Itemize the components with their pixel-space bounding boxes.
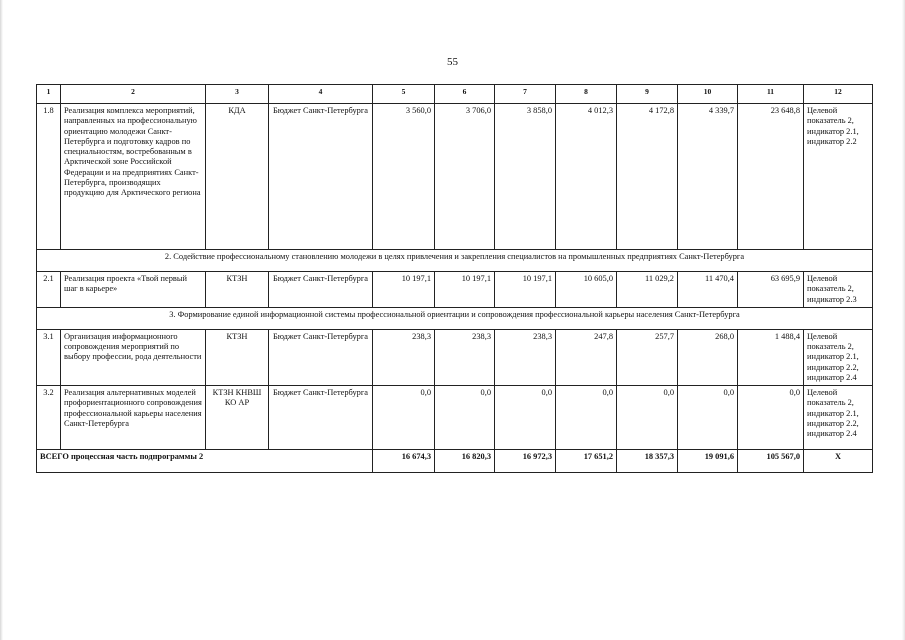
header-cell: 10 bbox=[678, 85, 738, 104]
row-value: 4 012,3 bbox=[556, 104, 617, 250]
row-value: 3 706,0 bbox=[435, 104, 495, 250]
row-source: Бюджет Санкт-Петербурга bbox=[269, 329, 373, 385]
section-heading-row bbox=[37, 250, 873, 272]
row-value: 11 029,2 bbox=[617, 272, 678, 308]
scan-edge-left bbox=[0, 0, 3, 640]
row-value: 0,0 bbox=[495, 386, 556, 450]
row-total: 63 695,9 bbox=[738, 272, 804, 308]
table-row bbox=[37, 104, 873, 250]
total-value: 16 674,3 bbox=[373, 450, 435, 473]
table-row bbox=[37, 329, 873, 385]
row-value: 4 172,8 bbox=[617, 104, 678, 250]
row-indicator: Целевой показатель 2, индикатор 2.3 bbox=[804, 272, 873, 308]
total-indicator: Х bbox=[804, 450, 873, 473]
row-name: Реализация альтернативных моделей профориентационного сопровождения профессиональной карьеры населения Санкт-Петербурга bbox=[61, 386, 206, 450]
header-cell: 9 bbox=[617, 85, 678, 104]
table-row bbox=[37, 386, 873, 450]
page-number: 55 bbox=[447, 56, 458, 68]
row-number: 3.1 bbox=[37, 329, 61, 385]
total-row bbox=[37, 450, 873, 473]
row-number: 2.1 bbox=[37, 272, 61, 308]
row-value: 247,8 bbox=[556, 329, 617, 385]
row-value: 238,3 bbox=[435, 329, 495, 385]
row-value: 10 605,0 bbox=[556, 272, 617, 308]
total-value: 16 972,3 bbox=[495, 450, 556, 473]
row-value: 0,0 bbox=[435, 386, 495, 450]
row-value: 0,0 bbox=[617, 386, 678, 450]
row-value: 3 858,0 bbox=[495, 104, 556, 250]
header-cell: 7 bbox=[495, 85, 556, 104]
header-row bbox=[37, 85, 873, 104]
row-value: 0,0 bbox=[373, 386, 435, 450]
header-cell: 11 bbox=[738, 85, 804, 104]
row-value: 10 197,1 bbox=[435, 272, 495, 308]
row-value: 10 197,1 bbox=[495, 272, 556, 308]
row-source: Бюджет Санкт-Петербурга bbox=[269, 386, 373, 450]
row-executor: КДА bbox=[206, 104, 269, 250]
row-value: 0,0 bbox=[678, 386, 738, 450]
row-total: 23 648,8 bbox=[738, 104, 804, 250]
header-cell: 5 bbox=[373, 85, 435, 104]
row-name: Реализация проекта «Твой первый шаг в карьере» bbox=[61, 272, 206, 308]
row-value: 268,0 bbox=[678, 329, 738, 385]
row-value: 0,0 bbox=[556, 386, 617, 450]
row-name: Реализация комплекса мероприятий, направленных на профессиональную ориентацию молодежи Санкт-Петербурга и подготовку кадров по специальностям, востребованным в Арктической зоне Российской Федерации и на предприятиях Санкт-Петербурга, производящих продукцию для Арктического региона bbox=[61, 104, 206, 250]
row-name: Организация информационного сопровождения мероприятий по выбору профессии, рода деятельности bbox=[61, 329, 206, 385]
section-title: 3. Формирование единой информационной системы профессиональной ориентации и сопровождения профессиональной карьеры населения Санкт-Петербурга bbox=[37, 307, 873, 329]
row-number: 3.2 bbox=[37, 386, 61, 450]
section-title: 2. Содействие профессиональному становлению молодежи в целях привлечения и закрепления специалистов на промышленных предприятиях Санкт-Петербурга bbox=[37, 250, 873, 272]
total-label: ВСЕГО процессная часть подпрограммы 2 bbox=[37, 450, 373, 473]
table-row bbox=[37, 272, 873, 308]
header-cell: 4 bbox=[269, 85, 373, 104]
section-heading-row bbox=[37, 307, 873, 329]
row-number: 1.8 bbox=[37, 104, 61, 250]
header-cell: 1 bbox=[37, 85, 61, 104]
program-table bbox=[36, 84, 873, 473]
row-value: 238,3 bbox=[495, 329, 556, 385]
row-value: 10 197,1 bbox=[373, 272, 435, 308]
row-executor: КТЗН bbox=[206, 272, 269, 308]
row-indicator: Целевой показатель 2, индикатор 2.1, индикатор 2.2 bbox=[804, 104, 873, 250]
total-value: 16 820,3 bbox=[435, 450, 495, 473]
row-value: 238,3 bbox=[373, 329, 435, 385]
header-cell: 2 bbox=[61, 85, 206, 104]
row-value: 4 339,7 bbox=[678, 104, 738, 250]
row-executor: КТЗН КНВШ КО АР bbox=[206, 386, 269, 450]
row-source: Бюджет Санкт-Петербурга bbox=[269, 104, 373, 250]
row-indicator: Целевой показатель 2, индикатор 2.1, индикатор 2.2, индикатор 2.4 bbox=[804, 329, 873, 385]
row-total: 0,0 bbox=[738, 386, 804, 450]
row-source: Бюджет Санкт-Петербурга bbox=[269, 272, 373, 308]
total-grand-value: 105 567,0 bbox=[738, 450, 804, 473]
header-cell: 6 bbox=[435, 85, 495, 104]
row-value: 257,7 bbox=[617, 329, 678, 385]
total-value: 17 651,2 bbox=[556, 450, 617, 473]
header-cell: 3 bbox=[206, 85, 269, 104]
row-indicator: Целевой показатель 2, индикатор 2.1, индикатор 2.2, индикатор 2.4 bbox=[804, 386, 873, 450]
program-table-container bbox=[36, 84, 873, 473]
row-value: 11 470,4 bbox=[678, 272, 738, 308]
row-executor: КТЗН bbox=[206, 329, 269, 385]
header-cell: 12 bbox=[804, 85, 873, 104]
header-cell: 8 bbox=[556, 85, 617, 104]
total-value: 19 091,6 bbox=[678, 450, 738, 473]
row-value: 3 560,0 bbox=[373, 104, 435, 250]
total-value: 18 357,3 bbox=[617, 450, 678, 473]
row-total: 1 488,4 bbox=[738, 329, 804, 385]
